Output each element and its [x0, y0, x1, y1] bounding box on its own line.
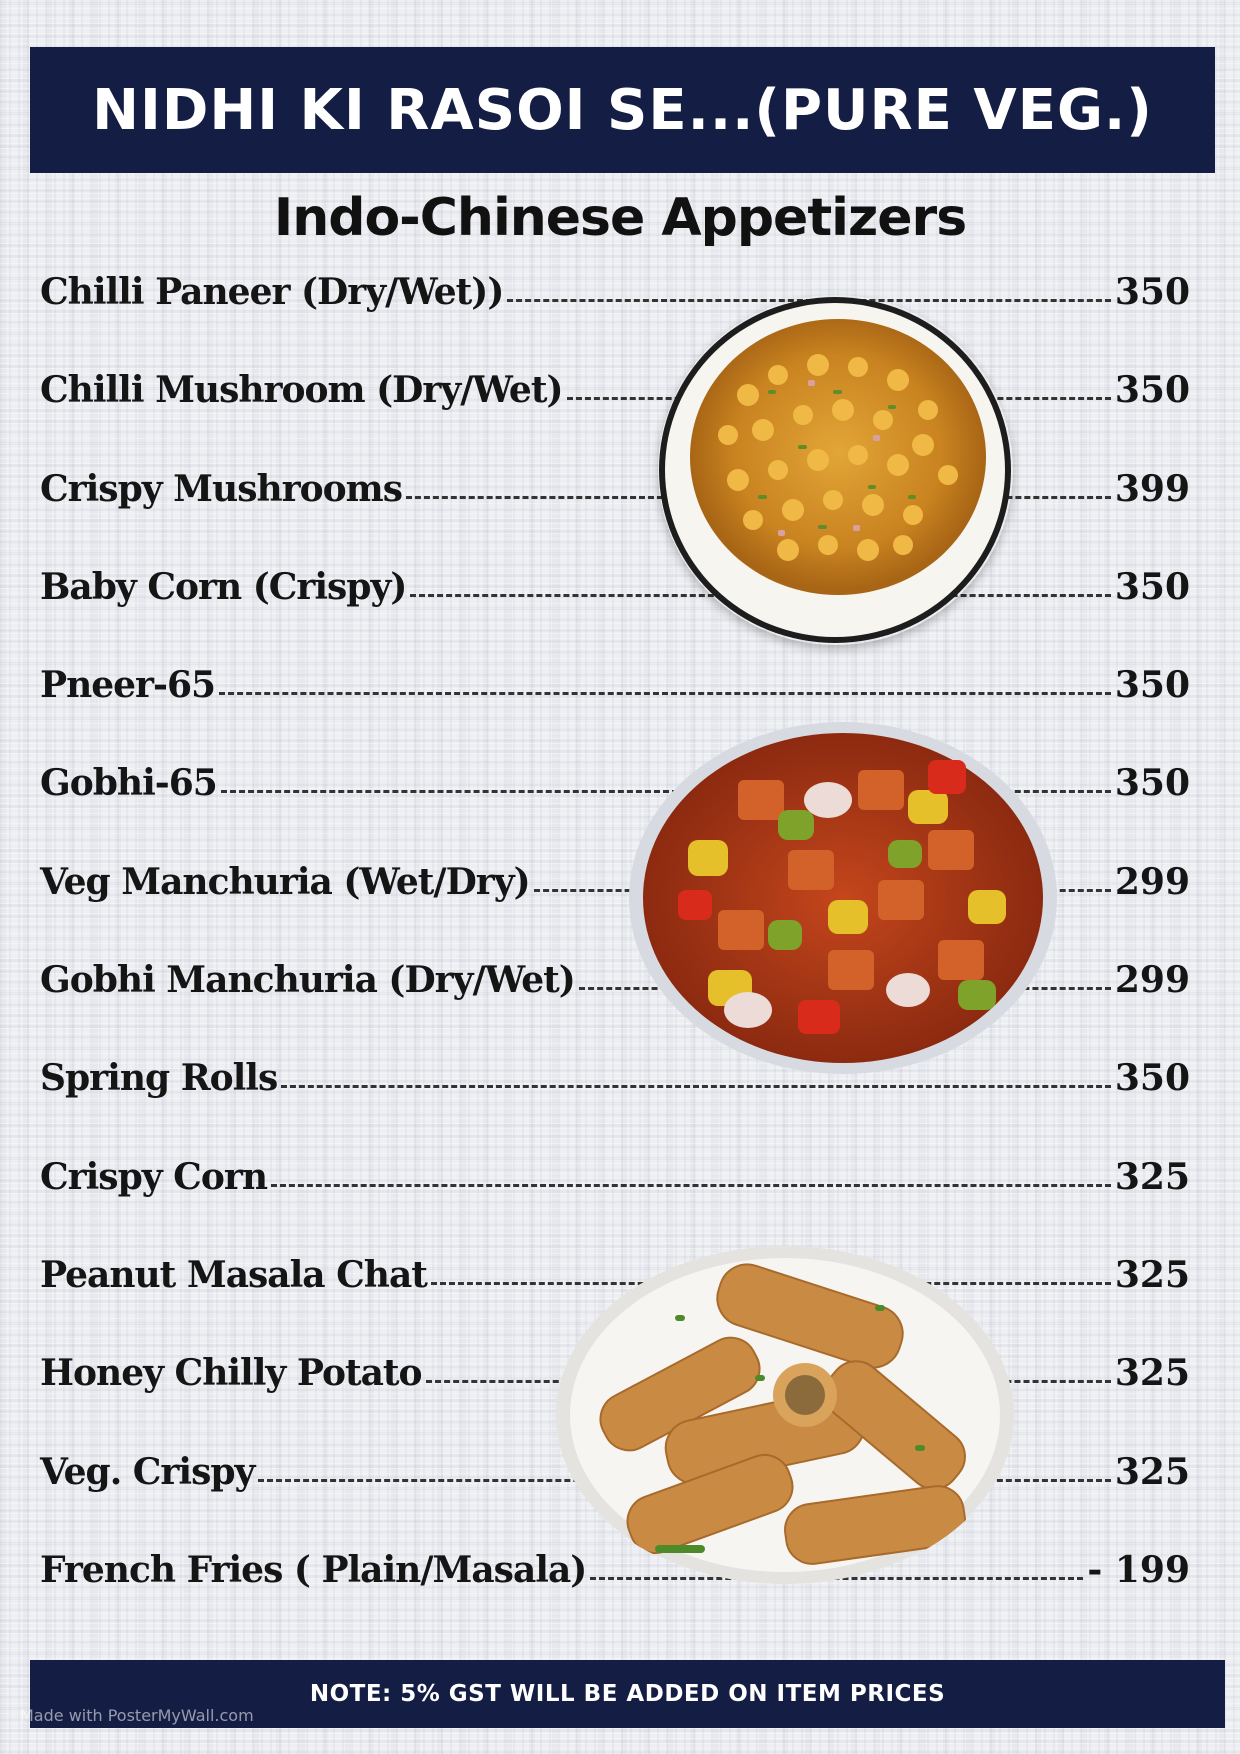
menu-item — [40, 266, 1190, 364]
menu-item-name: Peanut Masala Chat — [40, 1253, 427, 1296]
menu-item-name: Honey Chilly Potato — [40, 1352, 422, 1395]
menu-item-price: 350 — [1114, 565, 1190, 608]
menu-item-price: 299 — [1114, 959, 1190, 1002]
dotted-leader — [219, 659, 1111, 695]
menu-item-price: - 199 — [1087, 1548, 1190, 1591]
menu-item-name: French Fries ( Plain/Masala) — [40, 1548, 587, 1591]
dotted-leader — [281, 1052, 1111, 1088]
menu-item-name: Gobhi Manchuria (Dry/Wet) — [40, 959, 575, 1002]
menu-item — [40, 364, 1190, 462]
menu-item-name: Gobhi-65 — [40, 762, 217, 805]
menu-item-price: 325 — [1114, 1352, 1190, 1395]
restaurant-title: NIDHI KI RASOI SE...(PURE VEG.) — [92, 77, 1153, 143]
menu-item-price: 325 — [1114, 1253, 1190, 1296]
menu-item — [40, 659, 1190, 757]
menu-item-name: Chilli Mushroom (Dry/Wet) — [40, 369, 563, 412]
menu-item-name: Veg. Crispy — [40, 1450, 255, 1493]
menu-item-price: 350 — [1114, 1057, 1190, 1100]
menu-item-price: 350 — [1114, 271, 1190, 313]
menu-item — [40, 1052, 1190, 1150]
menu-item-price: 325 — [1114, 1450, 1190, 1493]
header-banner — [30, 47, 1215, 173]
menu-item-name: Spring Rolls — [40, 1057, 278, 1100]
crispy-corn-bowl-image — [658, 295, 1013, 645]
menu-item-price: 350 — [1114, 762, 1190, 805]
menu-item-name: Veg Manchuria (Wet/Dry) — [40, 860, 530, 903]
gst-note: NOTE: 5% GST WILL BE ADDED ON ITEM PRICES — [309, 1681, 946, 1707]
menu-item-name: Chilli Paneer (Dry/Wet)) — [40, 271, 504, 313]
menu-item-price: 399 — [1114, 467, 1190, 510]
menu-item — [40, 1544, 1190, 1642]
menu-item-name: Baby Corn (Crispy) — [40, 565, 407, 608]
menu-item-name: Crispy Corn — [40, 1155, 267, 1198]
section-title: Indo-Chinese Appetizers — [273, 188, 967, 248]
menu-item-price: 325 — [1114, 1155, 1190, 1198]
chilli-paneer-bowl-image — [628, 720, 1058, 1075]
watermark: Made with PosterMyWall.com — [20, 1706, 254, 1725]
menu-item-name: Pneer-65 — [40, 664, 216, 707]
menu-item-price: 350 — [1114, 369, 1190, 412]
dotted-leader — [271, 1151, 1111, 1187]
menu-item-price: 350 — [1114, 664, 1190, 707]
menu-item-name: Crispy Mushrooms — [40, 467, 402, 510]
spring-rolls-plate-image — [555, 1245, 1015, 1585]
menu-item — [40, 463, 1190, 561]
menu-item — [40, 1151, 1190, 1249]
menu-item — [40, 561, 1190, 659]
menu-item-price: 299 — [1114, 860, 1190, 903]
